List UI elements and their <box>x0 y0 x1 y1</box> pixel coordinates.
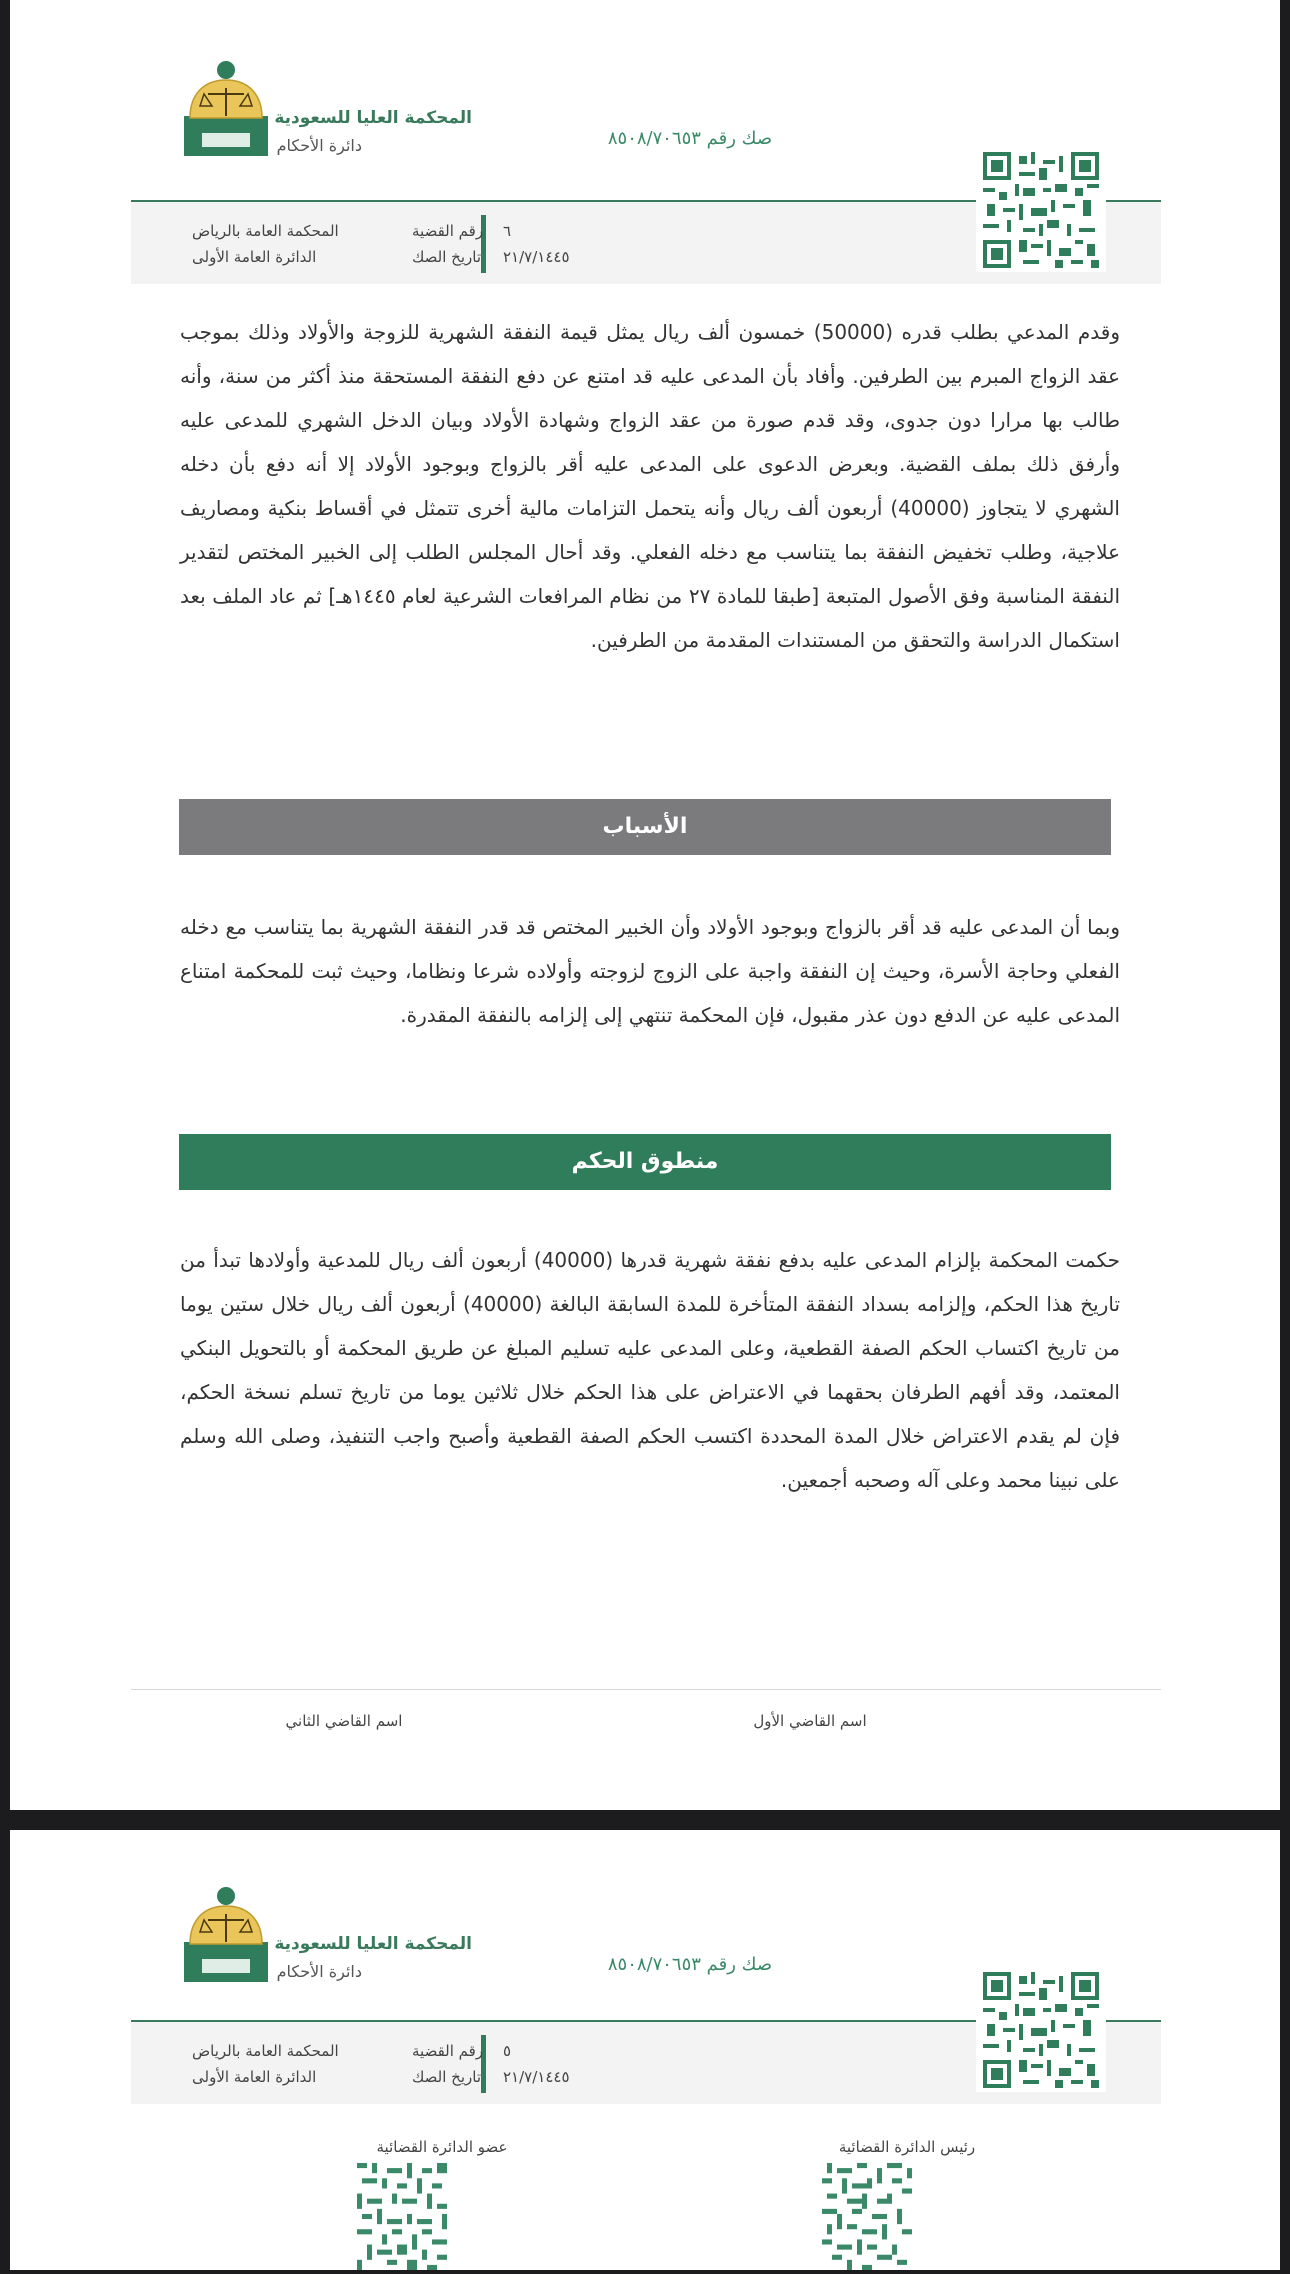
document-qr-code <box>976 146 1106 272</box>
org-name: المحكمة العليا للسعودية <box>274 108 472 128</box>
date-label: تاريخ الصك <box>412 248 482 266</box>
org-subtitle: دائرة الأحكام <box>276 1962 362 1981</box>
court-sub: الدائرة العامة الأولى <box>192 2068 317 2086</box>
qr-code-icon <box>983 1972 1099 2088</box>
ministry-logo <box>178 58 274 160</box>
document-number: صك رقم ٨٥٠٨/٧٠٦٥٣ <box>607 128 773 149</box>
org-name: المحكمة العليا للسعودية <box>274 1934 472 1954</box>
court-type: المحكمة العامة بالرياض <box>192 2042 339 2060</box>
section-title-reasons: الأسباب <box>179 799 1111 855</box>
case-number-label: رقم القضية <box>412 2042 484 2060</box>
document-number: صك رقم ٨٥٠٨/٧٠٦٥٣ <box>607 1954 773 1975</box>
org-subtitle: دائرة الأحكام <box>276 136 362 155</box>
document-qr-code <box>976 1966 1106 2092</box>
reasons-paragraph: وبما أن المدعى عليه قد أقر بالزواج وبوجود الأولاد وأن الخبير المختص قد قدر النفقة الشهرية بما يتناسب مع دخله الفعلي وحاجة الأسرة، وحيث إن النفقة واجبة على الزوج لزوجته وأولاده شرعا ونظاما، وحيث ثبت للمحكمة امتناع المدعى عليه عن الدفع دون عذر مقبول، فإن المحكمة تنتهي إلى إلزامه بالنفقة المقدرة. <box>180 915 1120 1027</box>
date-value: ٢١/٧/١٤٤٥ <box>503 248 570 266</box>
case-number-value: ٦ <box>503 222 512 240</box>
document-page-2 <box>10 1830 1280 2270</box>
footer-label-left: اسم القاضي الثاني <box>285 1712 403 1730</box>
qr-code-icon <box>357 2163 447 2270</box>
section-title-verdict: منطوق الحكم <box>179 1134 1111 1190</box>
verdict-paragraph: حكمت المحكمة بإلزام المدعى عليه بدفع نفقة شهرية قدرها (40000) أربعون ألف ريال للمدعية وأولادها تبدأ من تاريخ هذا الحكم، وإلزامه بسداد النفقة المتأخرة للمدة السابقة البالغة (40000) أربعون ألف ريال خلال ستين يوما من تاريخ اكتساب الحكم الصفة القطعية، وعلى المدعى عليه تسليم المبلغ عن طريق المحكمة أو بالتحويل البنكي المعتمد، وقد أفهم الطرفان بحقهما في الاعتراض على هذا الحكم خلال ثلاثين يوما من تاريخ تسلم نسخة الحكم، فإن لم يقدم الاعتراض خلال المدة المحددة اكتسب الحكم الصفة القطعية وأصبح واجب التنفيذ، وصلى الله وسلم على نبينا محمد وعلى آله وصحبه أجمعين. <box>180 1248 1121 1492</box>
court-type: المحكمة العامة بالرياض <box>192 222 339 240</box>
ministry-logo <box>178 1884 274 1986</box>
qr-code-icon <box>822 2163 912 2270</box>
footer-label-right: اسم القاضي الأول <box>753 1712 867 1730</box>
date-value: ٢١/٧/١٤٤٥ <box>503 2068 570 2086</box>
signature-qr-left <box>357 2163 447 2270</box>
signature-qr-right <box>822 2163 912 2270</box>
date-label: تاريخ الصك <box>412 2068 482 2086</box>
footer-divider <box>131 1689 1161 1690</box>
signature-label-right: رئيس الدائرة القضائية <box>838 2138 976 2156</box>
court-sub: الدائرة العامة الأولى <box>192 248 317 266</box>
case-number-value: ٥ <box>503 2042 512 2060</box>
facts-paragraph: وقدم المدعي بطلب قدره (50000) خمسون ألف ريال يمثل قيمة النفقة الشهرية للزوجة والأولاد وذلك بموجب عقد الزواج المبرم بين الطرفين. وأفاد بأن المدعى عليه قد امتنع عن دفع النفقة المستحقة منذ أكثر من سنة، وأنه طالب بها مرارا دون جدوى، وقد قدم صورة من عقد الزواج وشهادة الأولاد وبيان الدخل الشهري للمدعى عليه وأرفق ذلك بملف القضية. وبعرض الدعوى على المدعى عليه أقر بالزواج وبوجود الأولاد إلا أنه دفع بأن دخله الشهري لا يتجاوز (40000) أربعون ألف ريال وأنه يتحمل التزامات مالية أخرى تتمثل في أقساط بنكية ومصاريف علاجية، وطلب تخفيض النفقة بما يتناسب مع دخله الفعلي. وقد أحال المجلس الطلب إلى الخبير المختص لتقدير النفقة المناسبة وفق الأصول المتبعة [طبقا للمادة ٢٧ من نظام المرافعات الشرعية لعام ١٤٤٥هـ] ثم عاد الملف بعد استكمال الدراسة والتحقق من المستندات المقدمة من الطرفين. <box>180 320 1120 652</box>
qr-code-icon <box>983 152 1099 268</box>
case-number-label: رقم القضية <box>412 222 484 240</box>
signature-label-left: عضو الدائرة القضائية <box>376 2138 508 2156</box>
document-page-1 <box>10 0 1280 1810</box>
